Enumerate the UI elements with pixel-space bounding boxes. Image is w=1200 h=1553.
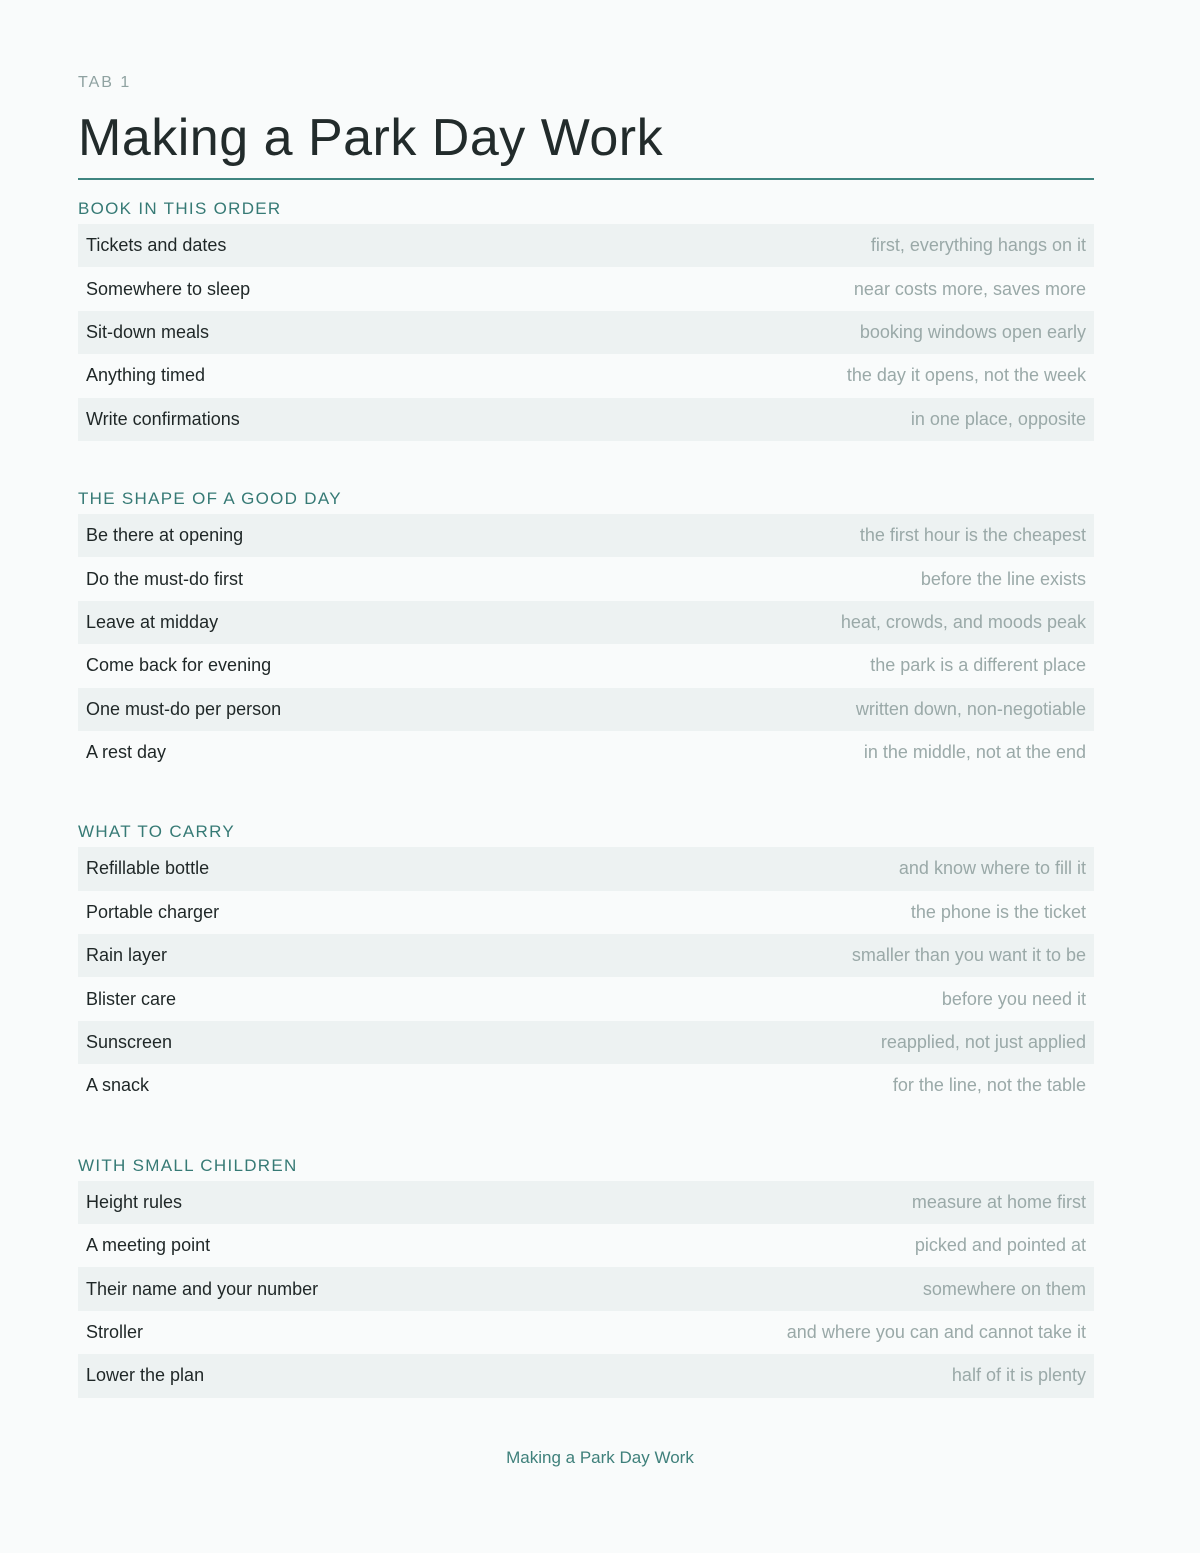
item-note: the park is a different place: [870, 655, 1086, 676]
item-label: Tickets and dates: [86, 235, 227, 256]
item-note: before the line exists: [920, 568, 1086, 589]
item-note: and know where to fill it: [898, 858, 1086, 879]
section-rows: [78, 1181, 1094, 1398]
item-label: Sunscreen: [86, 1032, 173, 1053]
item-label: A snack: [86, 1075, 150, 1096]
section-title: WHAT TO CARRY: [78, 822, 236, 842]
list-item: [78, 354, 1094, 397]
section-title: THE SHAPE OF A GOOD DAY: [78, 488, 342, 508]
list-item: [78, 1267, 1094, 1310]
list-item: [78, 731, 1094, 774]
section-rows: [78, 847, 1094, 1107]
section-book-in-this-order: [78, 198, 1094, 441]
list-item: [78, 891, 1094, 934]
item-label: Blister care: [86, 988, 177, 1009]
section-with-small-children: [78, 1155, 1094, 1398]
item-label: A meeting point: [86, 1235, 211, 1256]
item-label: Be there at opening: [86, 525, 244, 546]
item-label: Height rules: [86, 1191, 183, 1212]
title-divider: [78, 178, 1094, 180]
item-label: Lower the plan: [86, 1365, 205, 1386]
section-title: WITH SMALL CHILDREN: [78, 1155, 298, 1175]
item-label: Stroller: [86, 1322, 144, 1342]
list-item: [78, 1354, 1094, 1397]
item-note: somewhere on them: [922, 1278, 1086, 1299]
section-title: BOOK IN THIS ORDER: [78, 199, 282, 218]
item-note: the day it opens, not the week: [846, 365, 1086, 386]
list-item: [78, 267, 1094, 310]
document-page: [78, 72, 1094, 1398]
list-item: [78, 224, 1094, 267]
page-footer: Making a Park Day Work: [506, 1448, 694, 1467]
item-label: Do the must-do first: [86, 568, 244, 589]
item-note: before you need it: [941, 988, 1086, 1009]
item-note: measure at home first: [911, 1191, 1086, 1212]
item-label: Come back for evening: [86, 655, 272, 676]
item-label: Somewhere to sleep: [86, 278, 251, 299]
item-note: picked and pointed at: [914, 1235, 1086, 1256]
item-label: Portable charger: [86, 901, 220, 922]
item-note: the phone is the ticket: [910, 901, 1086, 922]
tab-label: TAB 1: [78, 74, 132, 91]
list-item: [78, 1181, 1094, 1224]
page-title: Making a Park Day Work: [78, 109, 664, 167]
item-note: booking windows open early: [859, 321, 1086, 342]
list-item: [78, 644, 1094, 687]
list-item: [78, 1224, 1094, 1267]
list-item: [78, 1021, 1094, 1064]
list-item: [78, 601, 1094, 644]
item-note: half of it is plenty: [951, 1365, 1086, 1386]
section-shape-of-a-good-day: [78, 488, 1094, 774]
item-label: Their name and your number: [86, 1278, 319, 1299]
item-note: and where you can and cannot take it: [786, 1322, 1086, 1342]
item-label: Rain layer: [86, 945, 168, 966]
item-note: the first hour is the cheapest: [859, 525, 1086, 546]
list-item: [78, 311, 1094, 354]
section-what-to-carry: [78, 821, 1094, 1107]
item-note: in the middle, not at the end: [863, 742, 1086, 763]
item-label: Write confirmations: [86, 408, 240, 429]
list-item: [78, 934, 1094, 977]
item-note: for the line, not the table: [892, 1075, 1086, 1096]
list-item: [78, 1311, 1094, 1354]
item-note: near costs more, saves more: [853, 278, 1086, 299]
list-item: [78, 398, 1094, 441]
list-item: [78, 847, 1094, 890]
section-rows: [78, 224, 1094, 441]
item-label: Anything timed: [86, 365, 206, 386]
list-item: [78, 1064, 1094, 1107]
item-note: written down, non-negotiable: [855, 698, 1086, 719]
item-label: Leave at midday: [86, 611, 219, 632]
item-label: Refillable bottle: [86, 858, 210, 879]
item-note: smaller than you want it to be: [851, 945, 1086, 966]
list-item: [78, 514, 1094, 557]
item-label: One must-do per person: [86, 698, 282, 719]
item-label: Sit-down meals: [86, 321, 210, 342]
item-note: reapplied, not just applied: [880, 1032, 1086, 1053]
item-note: first, everything hangs on it: [870, 235, 1086, 256]
list-item: [78, 977, 1094, 1020]
list-item: [78, 688, 1094, 731]
section-rows: [78, 514, 1094, 774]
list-item: [78, 557, 1094, 600]
item-note: heat, crowds, and moods peak: [840, 611, 1086, 632]
item-note: in one place, opposite: [910, 408, 1086, 429]
item-label: A rest day: [86, 742, 167, 763]
